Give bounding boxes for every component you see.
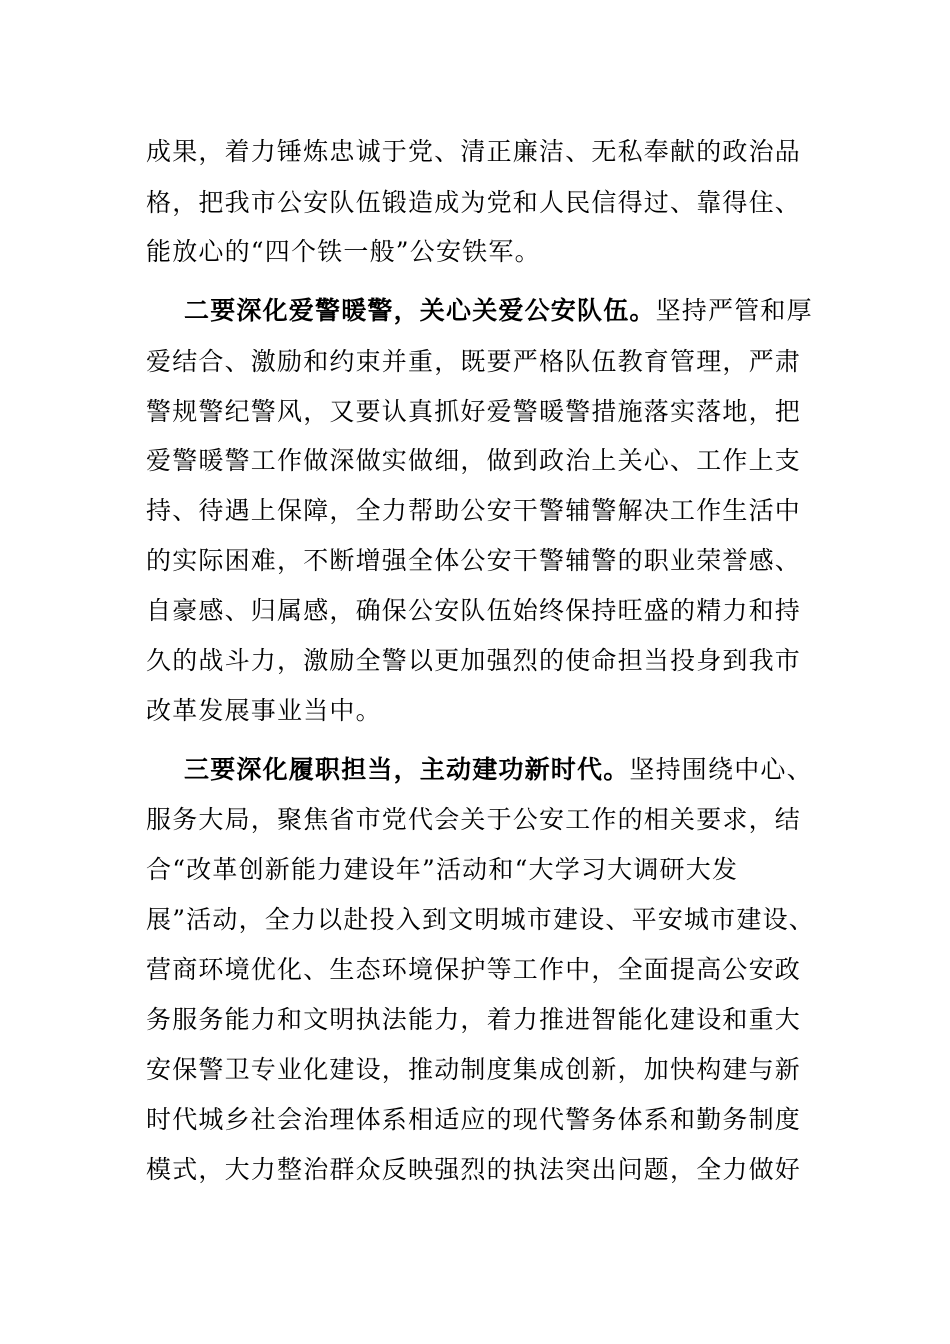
- paragraph-2-line-2: 爱结合、激励和约束并重，既要严格队伍教育管理，严肃: [146, 347, 802, 376]
- paragraph-1-line-2: 格，把我市公安队伍锻造成为党和人民信得过、靠得住、: [146, 188, 802, 217]
- paragraph-2-first-line: [184, 296, 813, 326]
- paragraph-3-line-7: 安保警卫专业化建设，推动制度集成创新，加快构建与新: [146, 1055, 802, 1084]
- paragraph-3-first-line: [184, 755, 813, 785]
- paragraph-1-line-3: 能放心的“四个铁一般”公安铁军。: [146, 237, 541, 266]
- paragraph-2-first-line-rest: 坚持严管和厚: [655, 296, 813, 325]
- paragraph-2-line-6: 的实际困难，不断增强全体公安干警辅警的职业荣誉感、: [146, 546, 802, 575]
- paragraph-3-line-3: 合“改革创新能力建设年”活动和“大学习大调研大发: [146, 855, 739, 884]
- paragraph-2-line-9: 改革发展事业当中。: [146, 696, 382, 725]
- paragraph-3-line-8: 时代城乡社会治理体系相适应的现代警务体系和勤务制度: [146, 1105, 802, 1134]
- paragraph-2-line-4: 爱警暖警工作做深做实做细，做到政治上关心、工作上支: [146, 446, 802, 475]
- paragraph-3-line-2: 服务大局，聚焦省市党代会关于公安工作的相关要求，结: [146, 805, 802, 834]
- paragraph-2-line-7: 自豪感、归属感，确保公安队伍始终保持旺盛的精力和持: [146, 596, 802, 625]
- paragraph-2-line-8: 久的战斗力，激励全警以更加强烈的使命担当投身到我市: [146, 646, 802, 675]
- paragraph-3-first-line-rest: 坚持围绕中心、: [629, 755, 813, 784]
- paragraph-3-line-5: 营商环境优化、生态环境保护等工作中，全面提高公安政: [146, 955, 802, 984]
- paragraph-3-line-9: 模式，大力整治群众反映强烈的执法突出问题，全力做好: [146, 1155, 802, 1184]
- paragraph-3-heading: 三要深化履职担当，主动建功新时代。: [184, 755, 630, 784]
- paragraph-3-line-4: 展”活动，全力以赴投入到文明城市建设、平安城市建设、: [146, 905, 815, 934]
- paragraph-3-line-6: 务服务能力和文明执法能力，着力推进智能化建设和重大: [146, 1005, 802, 1034]
- paragraph-2-line-5: 持、待遇上保障，全力帮助公安干警辅警解决工作生活中: [146, 496, 802, 525]
- paragraph-1-line-1: 成果，着力锤炼忠诚于党、清正廉洁、无私奉献的政治品: [146, 137, 802, 166]
- paragraph-2-line-3: 警规警纪警风，又要认真抓好爱警暖警措施落实落地，把: [146, 397, 802, 426]
- paragraph-2-heading: 二要深化爱警暖警，关心关爱公安队伍。: [184, 296, 656, 325]
